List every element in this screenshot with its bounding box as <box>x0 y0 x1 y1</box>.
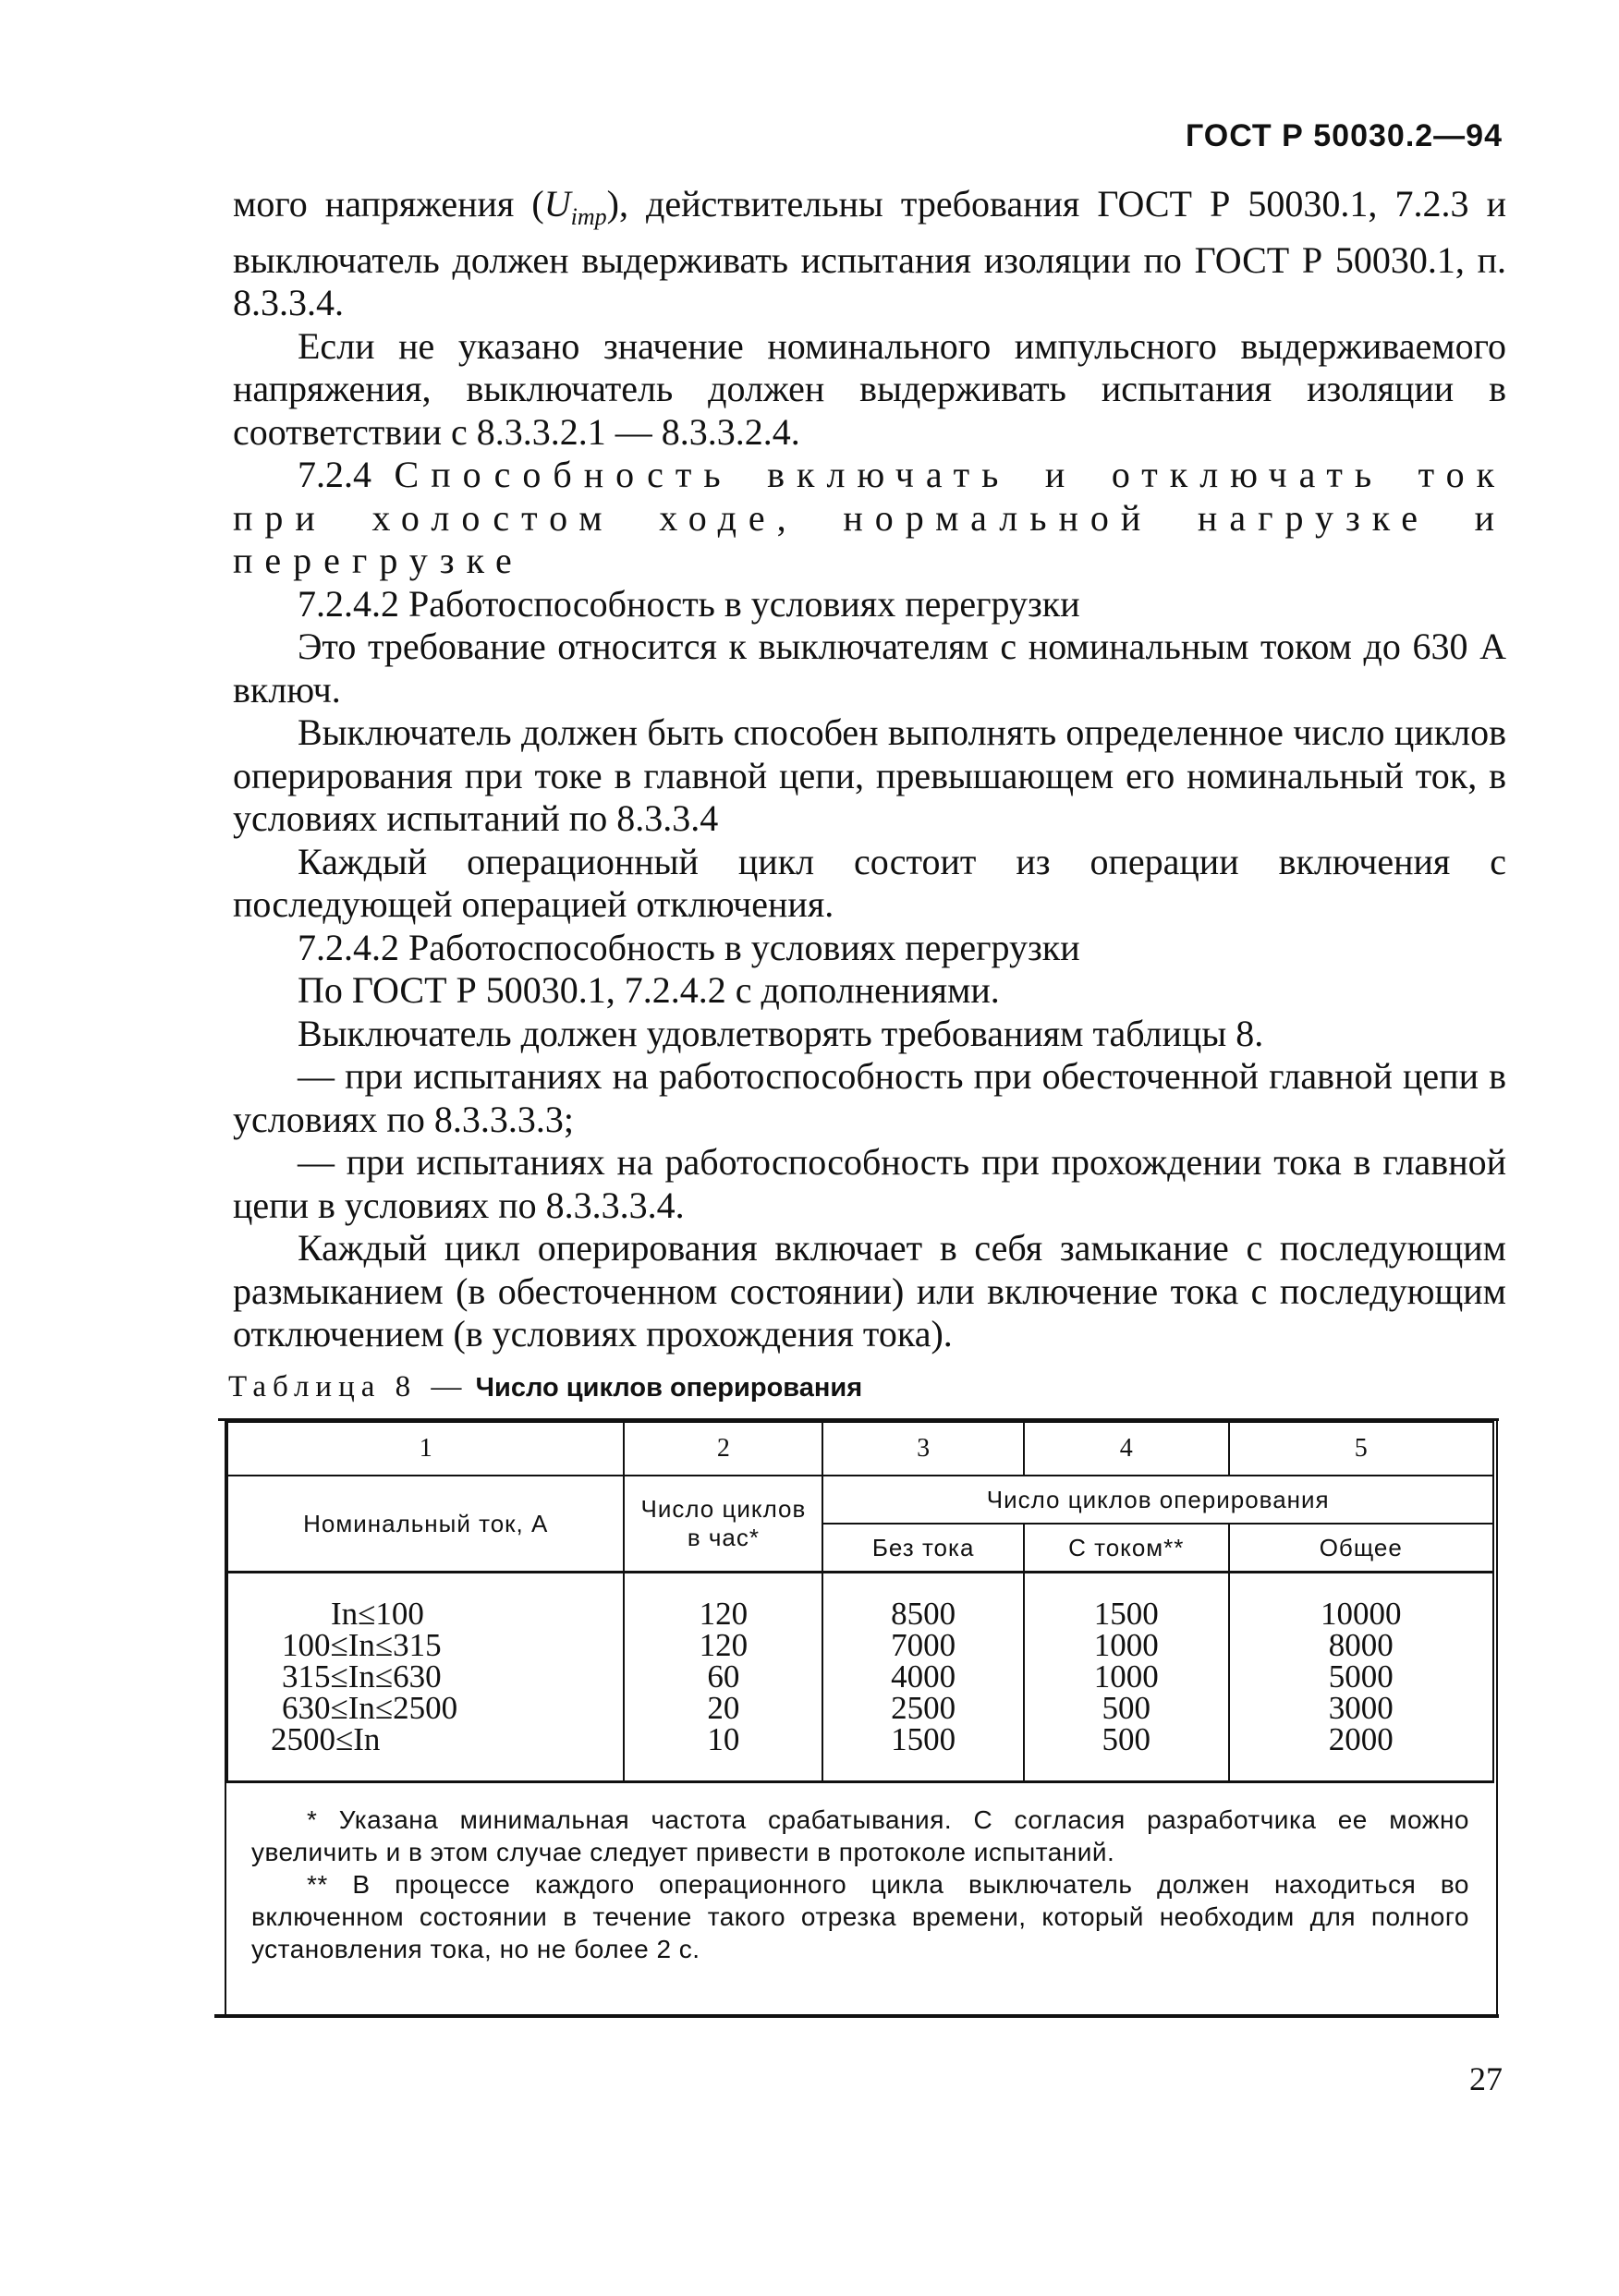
p1-pre: мого напряжения ( <box>233 183 544 225</box>
operating-cycles-table <box>226 1421 1494 1974</box>
no-current-0: 8500 <box>891 1596 956 1632</box>
group-header-operating-cycles: Число циклов оперирования <box>822 1476 1493 1524</box>
u-letter: U <box>543 183 571 225</box>
col-number-2: 2 <box>624 1422 822 1476</box>
per-hour-4: 10 <box>707 1721 740 1757</box>
col-header-rated-current: Номинальный ток, А <box>227 1476 624 1573</box>
rated-current-0: In≤100 <box>331 1596 424 1632</box>
paragraph-11: — при испытаниях на работоспособность при обесточенной главной цепи в условиях по 8.3.3.3.3; <box>233 1055 1506 1140</box>
table-title <box>228 1370 862 1404</box>
paragraph-5: Это требование относится к выключателям с номинальным током до 630 А включ. <box>233 626 1506 711</box>
paragraph-10: Выключатель должен удовлетворять требованиям таблицы 8. <box>298 1012 1264 1054</box>
section-number: 7.2.4 <box>298 454 371 495</box>
body-text <box>233 183 1506 1356</box>
cycles-per-hour-line1: Число циклов <box>640 1495 807 1523</box>
total-1: 8000 <box>1328 1627 1394 1663</box>
total-cell <box>1229 1573 1493 1782</box>
col-number-1: 1 <box>227 1422 624 1476</box>
table-notes-row <box>227 1782 1493 1975</box>
table-data-row <box>227 1573 1493 1782</box>
paragraph-6: Выключатель должен быть способен выполнять определенное число циклов оперирования при токе в главной цепи, превышающем его номинальный ток, в условиях испытаний по 8.3.3.4 <box>233 711 1506 839</box>
no-current-4: 1500 <box>891 1721 956 1757</box>
no-current-1: 7000 <box>891 1627 956 1663</box>
u-imp-symbol <box>543 183 607 230</box>
paragraph-12: — при испытаниях на работоспособность при прохождении тока в главной цепи в условиях по 8.3.3.3.4. <box>233 1141 1506 1226</box>
paragraph-9: По ГОСТ Р 50030.1, 7.2.4.2 с дополнениями. <box>298 969 1000 1011</box>
page-number: 27 <box>1469 2060 1503 2097</box>
with-current-1: 1000 <box>1093 1627 1159 1663</box>
paragraph-2: Если не указано значение номинального импульсного выдерживаемого напряжения, выключатель должен выдерживать испытания изоляции в соответствии с 8.3.3.2.1 — 8.3.3.2.4. <box>233 324 1506 453</box>
col-number-4: 4 <box>1024 1422 1229 1476</box>
no-current-3: 2500 <box>891 1690 956 1726</box>
paragraph-13: Каждый цикл оперирования включает в себя замыкание с последующим размыканием (в обесточенном состоянии) или включение тока с последующим отключением (в условиях прохождения тока). <box>233 1227 1506 1355</box>
imp-subscript: imp <box>570 203 607 230</box>
section-title: Способность включать и отключать ток при холостом ходе, нормальной нагрузке и перегрузке <box>233 454 1507 581</box>
header-row-1 <box>227 1476 1493 1524</box>
rated-current-2: 315≤In≤630 <box>282 1658 442 1695</box>
total-0: 10000 <box>1321 1596 1402 1632</box>
total-4: 2000 <box>1328 1721 1394 1757</box>
rated-current-4: 2500≤In <box>271 1721 381 1757</box>
table-label: Таблица 8 — <box>228 1370 469 1403</box>
with-current-cell <box>1024 1573 1229 1782</box>
col-header-with-current: С током** <box>1024 1524 1229 1573</box>
table-name: Число циклов оперирования <box>475 1373 863 1403</box>
col-number-5: 5 <box>1229 1422 1493 1476</box>
table-bottom-rule <box>214 2014 1499 2018</box>
paragraph-1 <box>233 183 1506 325</box>
with-current-4: 500 <box>1102 1721 1150 1757</box>
paragraph-7: Каждый операционный цикл состоит из операции включения с последующей операцией отключения. <box>233 840 1506 925</box>
rated-current-cell <box>227 1573 624 1782</box>
with-current-2: 1000 <box>1093 1658 1159 1695</box>
footnote-2: ** В процессе каждого операционного цикла выключатель должен находиться во включенном состоянии в течение такого отрезка времени, который необходим для полного установления тока, но не более 2 с. <box>251 1870 1469 1963</box>
per-hour-1: 120 <box>699 1627 749 1663</box>
col-header-no-current: Без тока <box>822 1524 1024 1573</box>
col-header-total: Общее <box>1229 1524 1493 1573</box>
per-hour-3: 20 <box>707 1690 740 1726</box>
p1-post: ), действительны требования ГОСТ Р 50030.1, 7.2.3 и выключатель должен выдерживать испытания изоляции по ГОСТ Р 50030.1, п. 8.3.3.4. <box>233 183 1506 323</box>
total-3: 3000 <box>1328 1690 1394 1726</box>
col-header-cycles-per-hour <box>624 1476 822 1573</box>
with-current-0: 1500 <box>1093 1596 1159 1632</box>
col-number-3: 3 <box>822 1422 1024 1476</box>
with-current-3: 500 <box>1102 1690 1150 1726</box>
no-current-2: 4000 <box>891 1658 956 1695</box>
total-2: 5000 <box>1328 1658 1394 1695</box>
cycles-per-hour-cell <box>624 1573 822 1782</box>
rated-current-3: 630≤In≤2500 <box>282 1690 458 1726</box>
column-number-row <box>227 1422 1493 1476</box>
rated-current-1: 100≤In≤315 <box>282 1627 442 1663</box>
no-current-cell <box>822 1573 1024 1782</box>
table-notes <box>227 1782 1493 1975</box>
per-hour-2: 60 <box>707 1658 740 1695</box>
paragraph-8: 7.2.4.2 Работоспособность в условиях перегрузки <box>298 926 1080 968</box>
footnote-1: * Указана минимальная частота срабатывания. С согласия разработчика ее можно увеличить и в этом случае следует привести в протоколе испытаний. <box>251 1805 1469 1866</box>
paragraph-3-heading <box>233 454 1506 583</box>
page-header-doc-code: ГОСТ Р 50030.2—94 <box>1185 118 1503 153</box>
cycles-per-hour-line2: в час* <box>687 1524 760 1551</box>
per-hour-0: 120 <box>699 1596 749 1632</box>
paragraph-4: 7.2.4.2 Работоспособность в условиях перегрузки <box>298 582 1080 625</box>
